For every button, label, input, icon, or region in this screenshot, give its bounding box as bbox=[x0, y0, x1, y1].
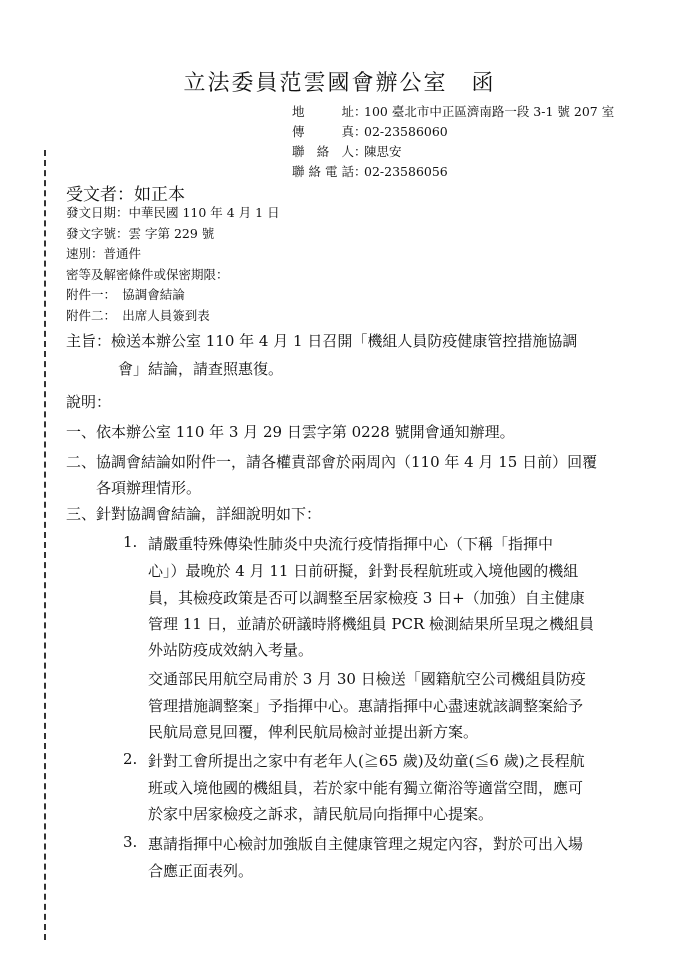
item-1-line: 請嚴重特殊傳染性肺炎中央流行疫情指揮中心（下稱「指揮中 bbox=[148, 535, 554, 553]
item-1-line: 外站防疫成效納入考量。 bbox=[148, 641, 314, 659]
contact-label: 傳真 bbox=[292, 124, 354, 139]
item-1-line: 管理 11 日，並請於研議時將機組員 PCR 檢測結果所呈現之機組員 bbox=[148, 615, 595, 633]
letter-title: 立法委員范雲國會辦公室 函 bbox=[183, 71, 496, 96]
item-2-line: 於家中居家檢疫之訴求，請民航局向指揮中心提案。 bbox=[148, 805, 494, 823]
contact-value: 陳思安 bbox=[364, 144, 402, 159]
issue-date: 發文日期：中華民國 110 年 4 月 1 日 bbox=[66, 205, 280, 220]
contact-phone: 聯絡電話 ： 02-23586056 bbox=[292, 162, 614, 182]
subject-line-1: 主旨：檢送本辦公室 110 年 4 月 1 日召開「機組人員防疫健康管控措施協調 bbox=[66, 332, 578, 350]
contact-value: 02-23586056 bbox=[364, 164, 448, 179]
item-number: 3. bbox=[123, 833, 138, 851]
contact-person: 聯絡人 ： 陳思安 bbox=[292, 142, 614, 162]
contact-block bbox=[292, 102, 614, 182]
recipient: 受文者：如正本 bbox=[66, 185, 185, 205]
attachment-2: 附件二： 出席人員簽到表 bbox=[66, 307, 210, 323]
confidentiality: 密等及解密條件或保密期限： bbox=[66, 266, 229, 282]
contact-label: 地址 bbox=[292, 104, 354, 119]
item-1-line: 管理措施調整案」予指揮中心。惠請指揮中心盡速就該調整案給予 bbox=[148, 697, 584, 715]
contact-label: 聯絡人 bbox=[292, 144, 354, 159]
point-2-line-1: 二、協調會結論如附件一，請各權責部會於兩周內（110 年 4 月 15 日前）回覆 bbox=[66, 453, 598, 471]
item-1-line: 心」）最晚於 4 月 11 日前研擬，針對長程航班或入境他國的機組 bbox=[148, 562, 579, 580]
point-1: 一、依本辦公室 110 年 3 月 29 日雲字第 0228 號開會通知辦理。 bbox=[66, 423, 515, 441]
contact-value: 02-23586060 bbox=[364, 124, 448, 139]
item-3-line: 合應正面表列。 bbox=[148, 862, 254, 880]
binding-line bbox=[44, 150, 46, 940]
item-1-line: 民航局意見回覆，俾利民航局檢討並提出新方案。 bbox=[148, 723, 479, 741]
document-number: 發文字號：雲 字第 229 號 bbox=[66, 225, 215, 241]
item-2-line: 針對工會所提出之家中有老年人(≧65 歲)及幼童(≦6 歲)之長程航 bbox=[148, 752, 585, 770]
attachment-1: 附件一： 協調會結論 bbox=[66, 287, 185, 302]
contact-label: 聯絡電話 bbox=[292, 164, 354, 179]
urgency: 速別：普通件 bbox=[66, 246, 142, 261]
item-1-line: 交通部民用航空局甫於 3 月 30 日檢送「國籍航空公司機組員防疫 bbox=[148, 670, 586, 688]
item-1-line: 員，其檢疫政策是否可以調整至居家檢疫 3 日+（加強）自主健康 bbox=[148, 589, 585, 607]
item-2-line: 班或入境他國的機組員，若於家中能有獨立衛浴等適當空間，應可 bbox=[148, 779, 584, 797]
point-3: 三、針對協調會結論，詳細說明如下： bbox=[66, 505, 322, 523]
item-number: 2. bbox=[123, 750, 138, 768]
explanation-label: 說明： bbox=[66, 393, 112, 411]
point-2-line-2: 各項辦理情形。 bbox=[96, 479, 202, 497]
subject-line-2: 會」結論，請查照惠復。 bbox=[118, 360, 284, 378]
contact-address: 地址 ： 100 臺北市中正區濟南路一段 3-1 號 207 室 bbox=[292, 102, 614, 122]
item-3-line: 惠請指揮中心檢討加強版自主健康管理之規定內容，對於可出入場 bbox=[148, 835, 584, 853]
contact-fax: 傳真 ： 02-23586060 bbox=[292, 122, 614, 142]
meta-block bbox=[66, 203, 280, 326]
contact-value: 100 臺北市中正區濟南路一段 3-1 號 207 室 bbox=[364, 104, 615, 119]
item-number: 1. bbox=[123, 533, 138, 551]
